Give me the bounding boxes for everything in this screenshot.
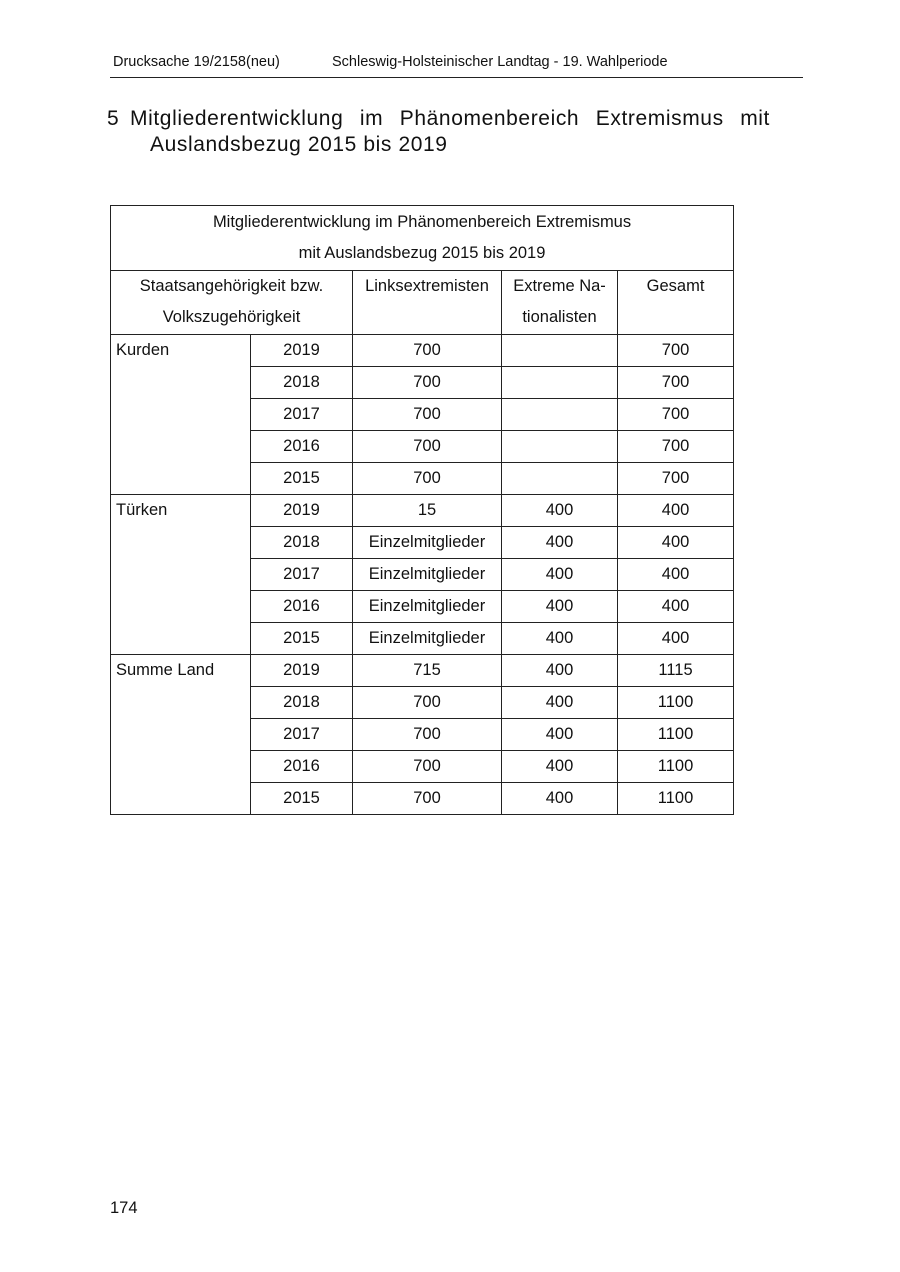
- year-cell: 2016: [251, 751, 353, 783]
- nationalists-cell: 400: [502, 495, 618, 527]
- table-caption-row: [111, 206, 734, 271]
- nationalists-cell: [502, 335, 618, 367]
- table-row: [111, 495, 734, 527]
- year-cell: 2015: [251, 623, 353, 655]
- header-nationality-line1: Staatsangehörigkeit bzw.: [139, 277, 324, 295]
- header-left-extremists: [353, 271, 502, 335]
- total-cell: 400: [618, 495, 734, 527]
- nationalists-cell: [502, 431, 618, 463]
- left-extremists-cell: Einzelmitglieder: [353, 559, 502, 591]
- year-cell: 2017: [251, 399, 353, 431]
- nationalists-cell: 400: [502, 591, 618, 623]
- section-title-line2: Auslandsbezug 2015 bis 2019: [150, 133, 448, 156]
- total-cell: 400: [618, 591, 734, 623]
- table-row: [111, 335, 734, 367]
- page-header: [110, 52, 803, 78]
- left-extremists-cell: 700: [353, 719, 502, 751]
- membership-table: [110, 205, 734, 815]
- nationalists-cell: 400: [502, 783, 618, 815]
- year-cell: 2019: [251, 495, 353, 527]
- year-cell: 2018: [251, 367, 353, 399]
- total-cell: 700: [618, 335, 734, 367]
- header-total-label: Gesamt: [646, 277, 705, 295]
- left-extremists-cell: Einzelmitglieder: [353, 591, 502, 623]
- document-id: Drucksache 19/2158(neu): [113, 54, 280, 70]
- group-name-cell: Summe Land: [111, 655, 251, 815]
- nationalists-cell: 400: [502, 623, 618, 655]
- total-cell: 700: [618, 367, 734, 399]
- total-cell: 1115: [618, 655, 734, 687]
- year-cell: 2016: [251, 591, 353, 623]
- table-caption: [111, 206, 734, 271]
- total-cell: 400: [618, 527, 734, 559]
- left-extremists-cell: 700: [353, 783, 502, 815]
- header-nationalists-line2: tionalisten: [522, 308, 597, 326]
- year-cell: 2017: [251, 559, 353, 591]
- left-extremists-cell: 700: [353, 367, 502, 399]
- year-cell: 2018: [251, 687, 353, 719]
- parliament-period: Schleswig-Holsteinischer Landtag - 19. Wahlperiode: [332, 54, 668, 70]
- nationalists-cell: [502, 367, 618, 399]
- nationalists-cell: 400: [502, 655, 618, 687]
- table-caption-line2: mit Auslandsbezug 2015 bis 2019: [298, 244, 546, 262]
- year-cell: 2015: [251, 463, 353, 495]
- page-number: 174: [110, 1199, 138, 1217]
- header-nationality-line2: Volkszugehörigkeit: [162, 308, 301, 326]
- year-cell: 2019: [251, 655, 353, 687]
- left-extremists-cell: Einzelmitglieder: [353, 527, 502, 559]
- year-cell: 2015: [251, 783, 353, 815]
- year-cell: 2018: [251, 527, 353, 559]
- left-extremists-cell: 700: [353, 687, 502, 719]
- total-cell: 1100: [618, 751, 734, 783]
- left-extremists-cell: 700: [353, 335, 502, 367]
- table-caption-line1: Mitgliederentwicklung im Phänomenbereich Extremismus: [212, 213, 632, 231]
- left-extremists-cell: 700: [353, 431, 502, 463]
- table-body: [111, 206, 734, 815]
- section-title-line1: Mitgliederentwicklung im Phänomenbereich Extremismus mit: [130, 107, 770, 130]
- left-extremists-cell: 15: [353, 495, 502, 527]
- table-row: [111, 655, 734, 687]
- nationalists-cell: [502, 463, 618, 495]
- year-cell: 2017: [251, 719, 353, 751]
- total-cell: 700: [618, 431, 734, 463]
- header-nationalists: [502, 271, 618, 335]
- total-cell: 400: [618, 559, 734, 591]
- group-name-cell: Türken: [111, 495, 251, 655]
- total-cell: 1100: [618, 783, 734, 815]
- nationalists-cell: 400: [502, 751, 618, 783]
- year-cell: 2016: [251, 431, 353, 463]
- nationalists-cell: 400: [502, 687, 618, 719]
- header-left-extremists-label: Linksextremisten: [365, 277, 489, 295]
- table-header-row: [111, 271, 734, 335]
- left-extremists-cell: 700: [353, 751, 502, 783]
- year-cell: 2019: [251, 335, 353, 367]
- left-extremists-cell: 715: [353, 655, 502, 687]
- header-nationalists-line1: Extreme Na-: [513, 277, 606, 295]
- left-extremists-cell: 700: [353, 463, 502, 495]
- total-cell: 1100: [618, 719, 734, 751]
- header-nationality: [111, 271, 353, 335]
- total-cell: 400: [618, 623, 734, 655]
- nationalists-cell: 400: [502, 527, 618, 559]
- left-extremists-cell: Einzelmitglieder: [353, 623, 502, 655]
- header-total: [618, 271, 734, 335]
- left-extremists-cell: 700: [353, 399, 502, 431]
- nationalists-cell: [502, 399, 618, 431]
- nationalists-cell: 400: [502, 559, 618, 591]
- total-cell: 700: [618, 463, 734, 495]
- section-number: 5: [107, 107, 120, 130]
- nationalists-cell: 400: [502, 719, 618, 751]
- total-cell: 1100: [618, 687, 734, 719]
- total-cell: 700: [618, 399, 734, 431]
- group-name-cell: Kurden: [111, 335, 251, 495]
